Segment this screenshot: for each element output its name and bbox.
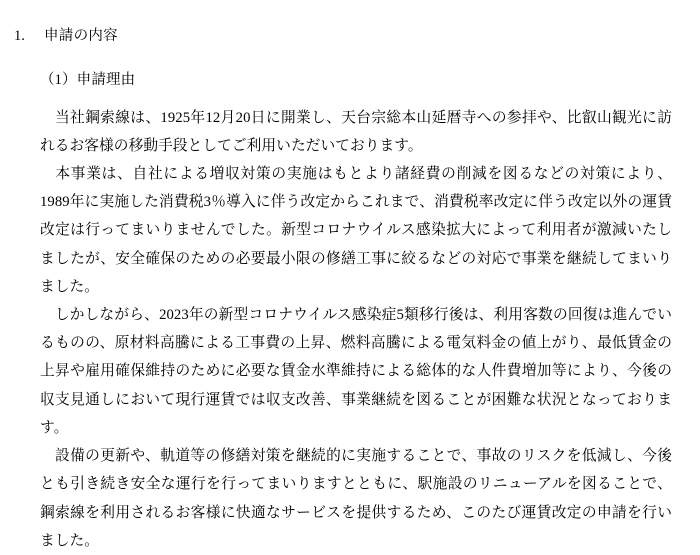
section-title: 申請の内容 <box>44 26 118 48</box>
section-number: 1. <box>12 26 44 48</box>
paragraph <box>40 301 672 442</box>
paragraph <box>40 160 672 301</box>
paragraph-text: 設備の更新や、軌道等の修繕対策を継続的に実施することで、事故のリスクを低減し、今後とも引き続き安全な運行を行ってまいりますとともに、駅施設のリニューアルを図ることで、鋼索線を利用されるお客様に快適なサービスを提供するため、このたび運賃改定の申請を行いました。 <box>40 448 672 549</box>
section-heading <box>12 26 678 48</box>
body-text-block <box>12 104 678 555</box>
paragraph-text: 本事業は、自社による増収対策の実施はもとより諸経費の削減を図るなどの対策により、1989年に実施した消費税3％導入に伴う改定からこれまで、消費税率改定に伴う改定以外の運賃改定は行ってまいりませんでした。新型コロナウイルス感染拡大によって利用者が激減いたしましたが、安全確保のための必要最小限の修繕工事に絞るなどの対応で事業を継続してまいりました。 <box>40 166 672 295</box>
paragraph-text: 当社鋼索線は、1925年12月20日に開業し、天台宗総本山延暦寺への参拝や、比叡山観光に訪れるお客様の移動手段としてご利用いただいております。 <box>40 110 672 154</box>
subsection-heading: （1）申請理由 <box>12 70 678 92</box>
paragraph-text: しかしながら、2023年の新型コロナウイルス感染症5類移行後は、利用客数の回復は進んでいるものの、原材料高騰による工事費の上昇、燃料高騰による電気料金の値上がり、最低賃金の上昇や雇用確保維持のために必要な賃金水準維持による総体的な人件費増加等により、今後の収支見通しにおいて現行運賃では収支改善、事業継続を図ることが困難な状況となっております。 <box>40 307 672 436</box>
paragraph <box>40 442 672 555</box>
paragraph <box>40 104 672 160</box>
